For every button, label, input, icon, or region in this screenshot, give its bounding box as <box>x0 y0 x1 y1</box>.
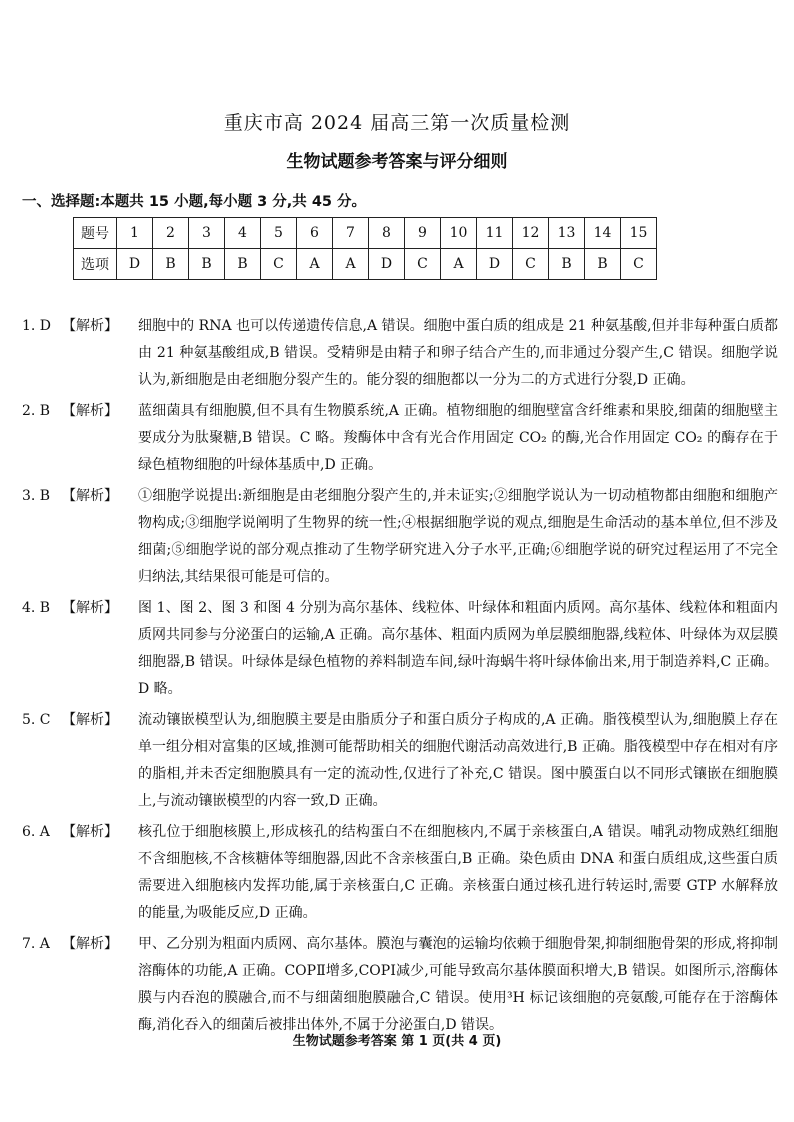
answer-option-cell: D <box>369 249 405 280</box>
answer-table-option-row <box>74 249 657 280</box>
analysis-text: ①细胞学说提出:新细胞是由老细胞分裂产生的,并未证实;②细胞学说认为一切动植物都由细胞和细胞产物构成;③细胞学说阐明了生物界的统一性;④根据细胞学说的观点,细胞是生命活动的基本单位,但不涉及细菌;⑤细胞学说的部分观点推动了生物学研究进入分子水平,正确;⑥细胞学说的研究过程运用了不完全归纳法,其结果很可能是可信的。 <box>138 488 778 585</box>
question-number-cell: 9 <box>405 218 441 249</box>
answer-option-cell: D <box>117 249 153 280</box>
explanation-list <box>22 313 782 1043</box>
answer-option-cell: C <box>405 249 441 280</box>
analysis-text: 甲、乙分别为粗面内质网、高尔基体。膜泡与囊泡的运输均依赖于细胞骨架,抑制细胞骨架的形成,将抑制溶酶体的功能,A 正确。COPⅡ增多,COPⅠ减少,可能导致高尔基体膜面积增大,B 错误。如图所示,溶酶体膜与内吞泡的膜融合,而不与细菌细胞膜融合,C 错误。使用³H 标记该细胞的亮氨酸,可能存在于溶酶体酶,消化吞入的细菌后被排出体外,不属于分泌蛋白,D 错误。 <box>138 936 778 1033</box>
table-row-label: 题号 <box>74 218 117 249</box>
explanation-item <box>22 595 782 703</box>
analysis-tag: 【解析】 <box>62 318 118 334</box>
question-answer: 1. D <box>22 318 52 334</box>
answer-option-cell: A <box>333 249 369 280</box>
answer-table <box>73 217 657 280</box>
question-number-cell: 10 <box>441 218 477 249</box>
explanation-item <box>22 313 782 394</box>
question-number-cell: 4 <box>225 218 261 249</box>
answer-option-cell: D <box>477 249 513 280</box>
question-answer: 4. B <box>22 600 51 616</box>
question-number-cell: 13 <box>549 218 585 249</box>
analysis-text: 图 1、图 2、图 3 和图 4 分别为高尔基体、线粒体、叶绿体和粗面内质网。高尔基体、线粒体和粗面内质网共同参与分泌蛋白的运输,A 正确。高尔基体、粗面内质网为单层膜细胞器,线粒体、叶绿体为双层膜细胞器,B 错误。叶绿体是绿色植物的养料制造车间,绿叶海蜗牛将叶绿体偷出来,用于制造养料,C 正确。D 略。 <box>138 600 778 697</box>
question-number-cell: 2 <box>153 218 189 249</box>
answer-option-cell: C <box>513 249 549 280</box>
answer-option-cell: C <box>261 249 297 280</box>
analysis-text: 核孔位于细胞核膜上,形成核孔的结构蛋白不在细胞核内,不属于亲核蛋白,A 错误。哺乳动物成熟红细胞不含细胞核,不含核糖体等细胞器,因此不含亲核蛋白,B 正确。染色质由 DNA 和蛋白质组成,这些蛋白质需要进入细胞核内发挥功能,属于亲核蛋白,C 正确。亲核蛋白通过核孔进行转运时,需要 GTP 水解释放的能量,为吸能反应,D 正确。 <box>138 824 778 921</box>
answer-option-cell: B <box>225 249 261 280</box>
page-title: 重庆市高 2024 届高三第一次质量检测 <box>223 112 571 134</box>
analysis-tag: 【解析】 <box>62 488 118 504</box>
question-answer: 2. B <box>22 403 51 419</box>
page-footer: 生物试题参考答案 第 1 页(共 4 页) <box>292 1034 502 1049</box>
section-heading: 一、选择题:本题共 15 小题,每小题 3 分,共 45 分。 <box>22 194 367 210</box>
answer-option-cell: B <box>189 249 225 280</box>
question-answer: 5. C <box>22 712 51 728</box>
answer-option-cell: B <box>585 249 621 280</box>
question-answer: 6. A <box>22 824 50 840</box>
answer-option-cell: C <box>621 249 657 280</box>
explanation-item <box>22 398 782 479</box>
explanation-item <box>22 931 782 1039</box>
question-number-cell: 12 <box>513 218 549 249</box>
analysis-text: 蓝细菌具有细胞膜,但不具有生物膜系统,A 正确。植物细胞的细胞壁富含纤维素和果胶,细菌的细胞壁主要成分为肽聚糖,B 错误。C 略。羧酶体中含有光合作用固定 CO₂ 的酶,光合作用固定 CO₂ 的酶存在于绿色植物细胞的叶绿体基质中,D 正确。 <box>138 403 778 473</box>
question-number-cell: 8 <box>369 218 405 249</box>
analysis-tag: 【解析】 <box>62 600 118 616</box>
analysis-tag: 【解析】 <box>62 936 118 952</box>
question-answer: 3. B <box>22 488 51 504</box>
explanation-item <box>22 483 782 591</box>
analysis-tag: 【解析】 <box>62 712 118 728</box>
answer-option-cell: A <box>441 249 477 280</box>
analysis-tag: 【解析】 <box>62 403 118 419</box>
question-number-cell: 1 <box>117 218 153 249</box>
question-number-cell: 3 <box>189 218 225 249</box>
answer-option-cell: B <box>549 249 585 280</box>
answer-option-cell: B <box>153 249 189 280</box>
question-number-cell: 6 <box>297 218 333 249</box>
question-number-cell: 14 <box>585 218 621 249</box>
question-number-cell: 5 <box>261 218 297 249</box>
table-row-label: 选项 <box>74 249 117 280</box>
answer-option-cell: A <box>297 249 333 280</box>
analysis-tag: 【解析】 <box>62 824 118 840</box>
question-answer: 7. A <box>22 936 50 952</box>
explanation-item <box>22 707 782 815</box>
analysis-text: 流动镶嵌模型认为,细胞膜主要是由脂质分子和蛋白质分子构成的,A 正确。脂筏模型认为,细胞膜上存在单一组分相对富集的区域,推测可能帮助相关的细胞代谢活动高效进行,B 正确。脂筏模型中存在相对有序的脂相,并未否定细胞膜具有一定的流动性,仅进行了补充,C 错误。图中膜蛋白以不同形式镶嵌在细胞膜上,与流动镶嵌模型的内容一致,D 正确。 <box>138 712 778 809</box>
analysis-text: 细胞中的 RNA 也可以传递遗传信息,A 错误。细胞中蛋白质的组成是 21 种氨基酸,但并非每种蛋白质都由 21 种氨基酸组成,B 错误。受精卵是由精子和卵子结合产生的,而非通过分裂产生,C 错误。细胞学说认为,新细胞是由老细胞分裂产生的。能分裂的细胞都以一分为二的方式进行分裂,D 正确。 <box>138 318 778 388</box>
question-number-cell: 11 <box>477 218 513 249</box>
question-number-cell: 7 <box>333 218 369 249</box>
explanation-item <box>22 819 782 927</box>
question-number-cell: 15 <box>621 218 657 249</box>
answer-table-number-row <box>74 218 657 249</box>
page-subtitle: 生物试题参考答案与评分细则 <box>286 152 508 172</box>
